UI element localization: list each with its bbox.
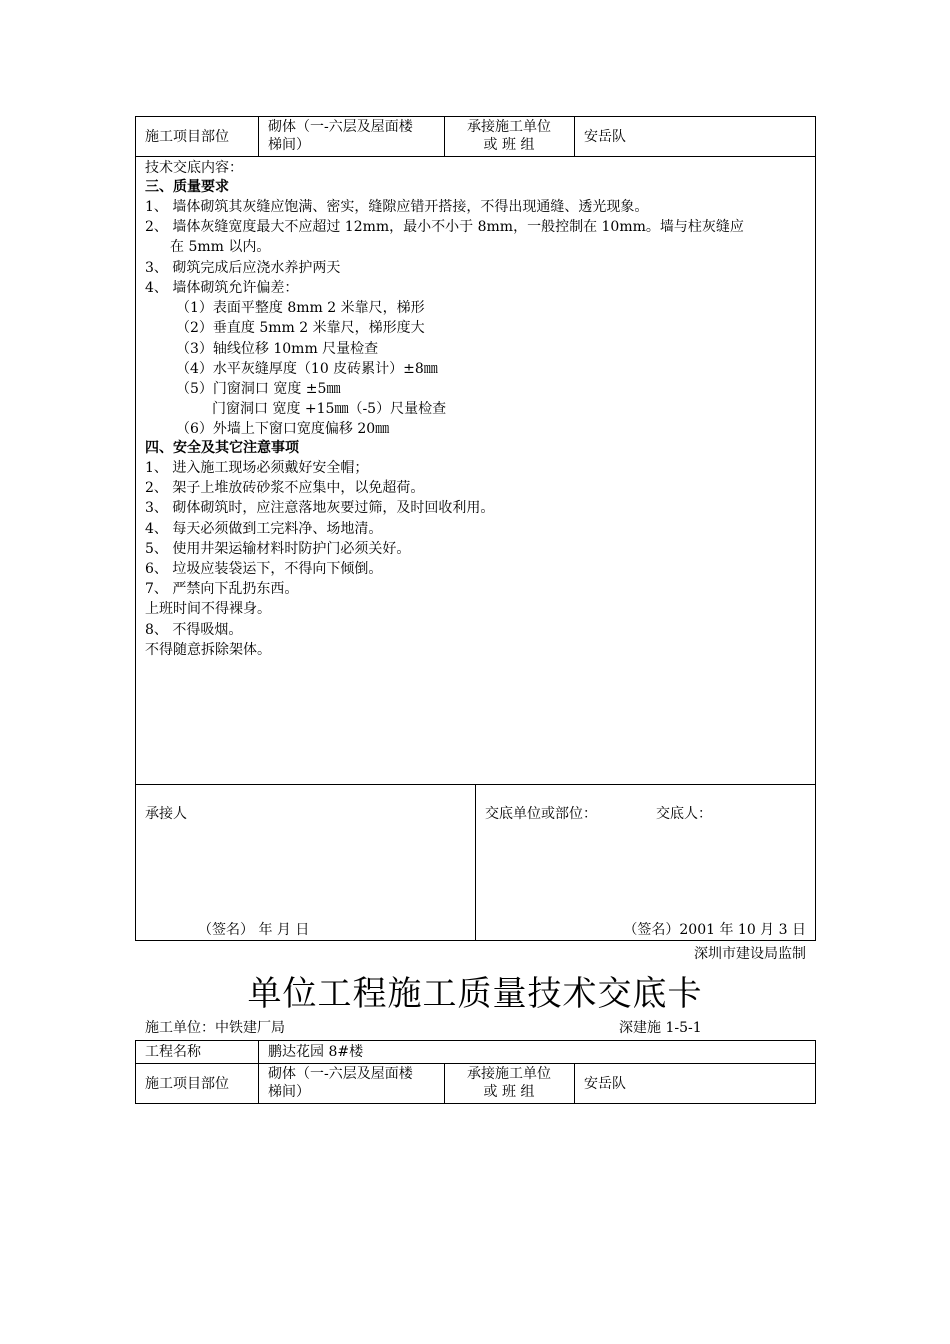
rule: [258, 116, 259, 156]
rule: [135, 116, 816, 117]
list-item: 2、 墙体灰缝宽度最大不应超过 12mm，最小不小于 8mm，一般控制在 10mm。墙与柱灰缝应: [145, 219, 744, 235]
contractor-value: 安岳队: [584, 1076, 626, 1092]
list-item: 4、 墙体砌筑允许偏差：: [145, 280, 299, 296]
project-part-line2: 梯间）: [268, 137, 310, 153]
list-item: 1、 墙体砌筑其灰缝应饱满、密实，缝隙应错开搭接，不得出现通缝、透光现象。: [145, 199, 649, 215]
list-item: 5、 使用井架运输材料时防护门必须关好。: [145, 541, 411, 557]
rule: [135, 1103, 816, 1104]
tolerance-item: （6）外墙上下窗口宽度偏移 20㎜: [176, 421, 390, 437]
tolerance-item: （1）表面平整度 8mm 2 米靠尺，梯形: [176, 300, 425, 316]
rule: [574, 116, 575, 156]
discloser-label: 交底人：: [656, 806, 712, 822]
page-title: 单位工程施工质量技术交底卡: [247, 974, 703, 1014]
rule: [815, 1040, 816, 1104]
label-contractor-line2: 或 班 组: [483, 1084, 535, 1100]
project-part-line2: 梯间）: [268, 1084, 310, 1100]
list-item: 1、 进入施工现场必须戴好安全帽；: [145, 460, 369, 476]
rule: [258, 1040, 259, 1104]
section4-title: 四、安全及其它注意事项: [145, 440, 299, 456]
list-item: 4、 每天必须做到工完料净、场地清。: [145, 521, 383, 537]
list-item: 不得随意拆除架体。: [145, 642, 271, 658]
label-contractor-line1: 承接施工单位: [467, 119, 551, 135]
project-part-value: [268, 1065, 413, 1101]
right-signature-date: （签名）2001 年 10 月 3 日: [623, 922, 806, 938]
tolerance-item: （2）垂直度 5mm 2 米靠尺，梯形度大: [176, 320, 425, 336]
tolerance-item: （5）门窗洞口 宽度 ±5㎜: [176, 381, 341, 397]
contractor-value: 安岳队: [584, 129, 626, 145]
rule: [135, 156, 816, 157]
left-signature-date: （签名） 年 月 日: [198, 922, 310, 938]
section3-title: 三、质量要求: [145, 179, 229, 195]
label-project-part: 施工项目部位: [145, 1076, 229, 1092]
label-contractor-line1: 承接施工单位: [467, 1066, 551, 1082]
list-item: 6、 垃圾应装袋运下，不得向下倾倒。: [145, 561, 383, 577]
project-name-value: 鹏达花园 8#楼: [268, 1044, 364, 1060]
content-heading: 技术交底内容：: [145, 160, 243, 176]
list-item: 7、 严禁向下乱扔东西。: [145, 581, 299, 597]
project-part-value: [268, 118, 413, 154]
label-project-name: 工程名称: [145, 1044, 201, 1060]
label-contractor: [444, 1065, 574, 1101]
tolerance-item: 门窗洞口 宽度 +15㎜（-5）尺量检查: [212, 401, 447, 417]
receiver-label: 承接人: [145, 806, 187, 822]
list-item: 8、 不得吸烟。: [145, 622, 243, 638]
list-item: 3、 砌体砌筑时，应注意落地灰要过筛，及时回收利用。: [145, 500, 495, 516]
project-part-line1: 砌体（一-六层及屋面楼: [268, 1066, 413, 1082]
rule: [135, 1040, 816, 1041]
project-part-line1: 砌体（一-六层及屋面楼: [268, 119, 413, 135]
list-item: 2、 架子上堆放砖砂浆不应集中，以免超荷。: [145, 480, 425, 496]
label-contractor: [444, 118, 574, 154]
rule: [815, 116, 816, 941]
tolerance-item: （4）水平灰缝厚度（10 皮砖累计）±8㎜: [176, 361, 438, 377]
form-code: 深建施 1-5-1: [619, 1020, 702, 1036]
list-item: 在 5mm 以内。: [170, 239, 271, 255]
rule: [574, 1063, 575, 1104]
disclosure-unit-label: 交底单位或部位：: [485, 806, 597, 822]
rule: [475, 784, 476, 941]
construction-unit: 施工单位：中铁建厂局: [145, 1020, 285, 1036]
label-contractor-line2: 或 班 组: [483, 137, 535, 153]
rule: [135, 116, 136, 941]
list-item: 3、 砌筑完成后应浇水养护两天: [145, 260, 341, 276]
label-project-part: 施工项目部位: [145, 129, 229, 145]
rule: [135, 1063, 816, 1064]
list-item: 上班时间不得裸身。: [145, 601, 271, 617]
tolerance-item: （3）轴线位移 10mm 尺量检查: [176, 341, 379, 357]
footer-note: 深圳市建设局监制: [694, 946, 806, 962]
rule: [135, 1040, 136, 1104]
